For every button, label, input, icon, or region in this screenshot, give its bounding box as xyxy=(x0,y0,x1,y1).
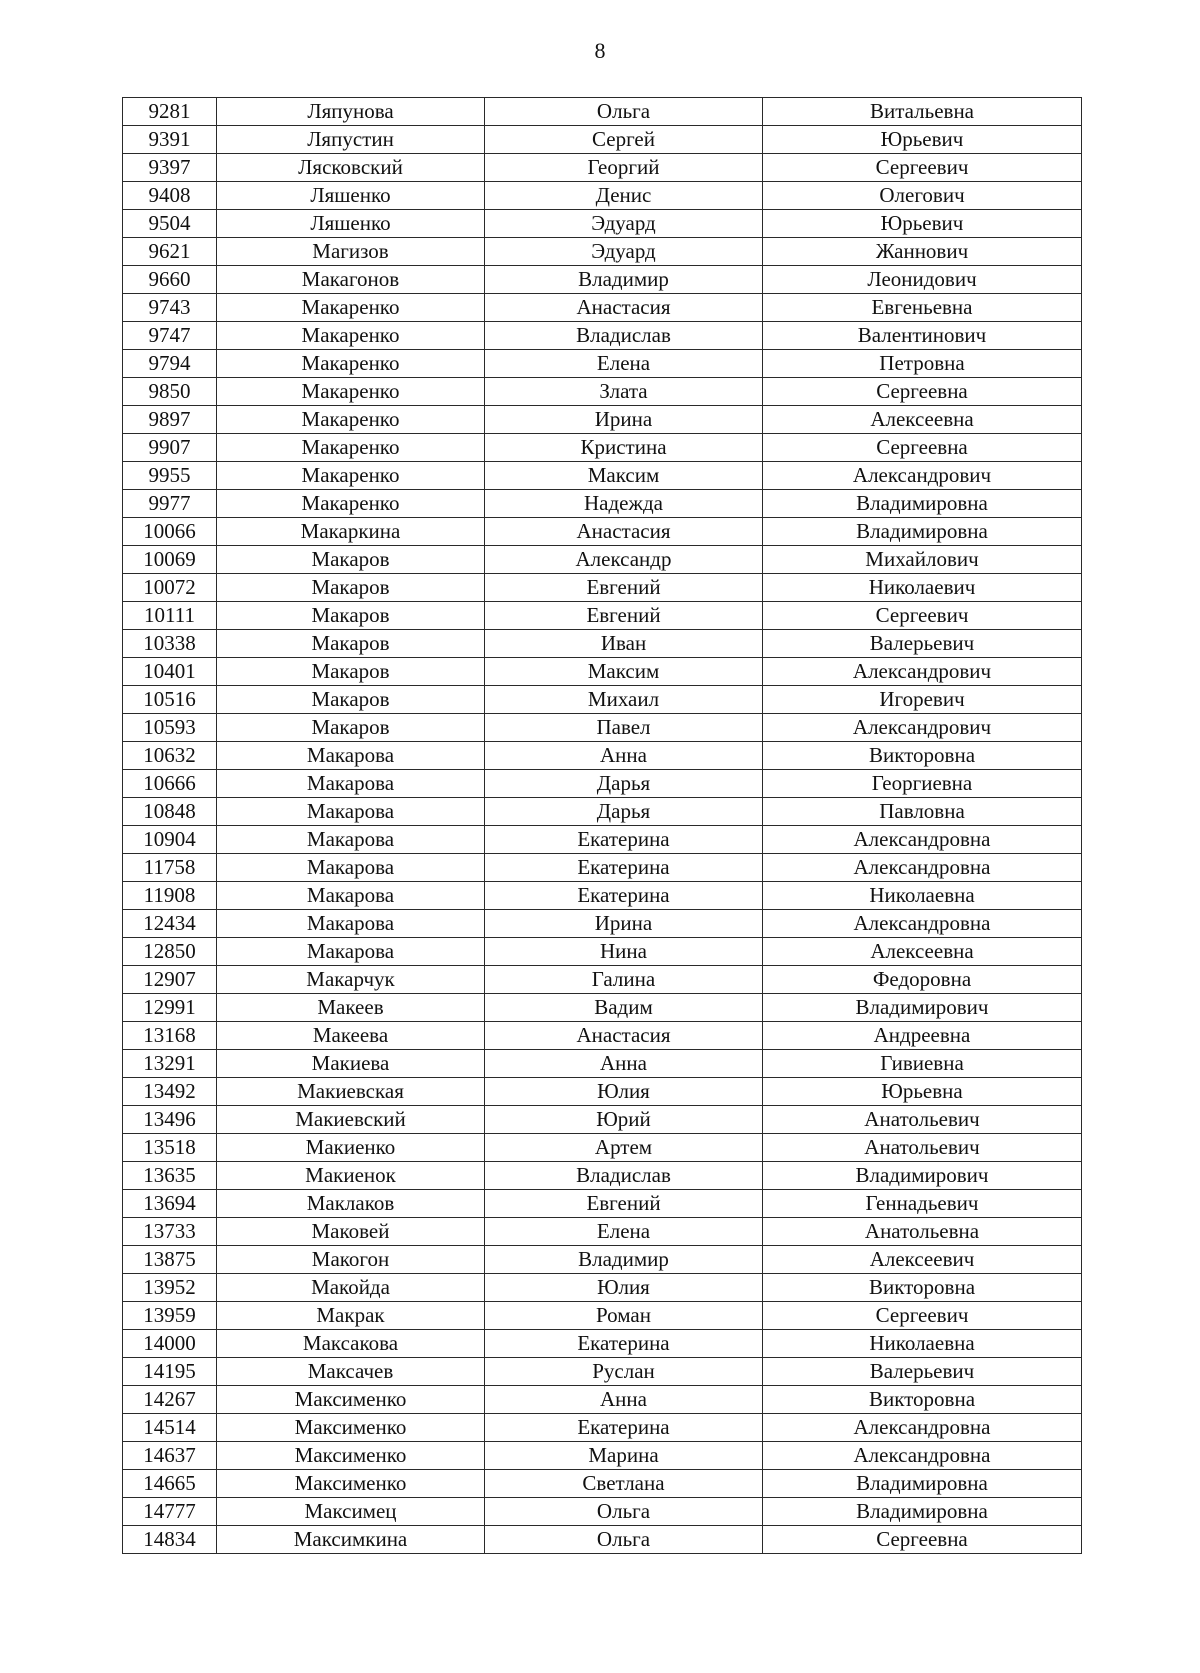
table-row xyxy=(123,742,1082,770)
last-name-cell: Макрак xyxy=(217,1302,485,1330)
last-name-cell: Максимец xyxy=(217,1498,485,1526)
table-row xyxy=(123,1470,1082,1498)
patronymic-cell: Петровна xyxy=(763,350,1082,378)
patronymic-cell: Николаевна xyxy=(763,1330,1082,1358)
first-name-cell: Ирина xyxy=(485,406,763,434)
first-name-cell: Анна xyxy=(485,1386,763,1414)
record-number-cell: 13492 xyxy=(123,1078,217,1106)
record-number-cell: 9621 xyxy=(123,238,217,266)
first-name-cell: Кристина xyxy=(485,434,763,462)
table-row xyxy=(123,350,1082,378)
table-row xyxy=(123,658,1082,686)
record-number-cell: 13694 xyxy=(123,1190,217,1218)
first-name-cell: Елена xyxy=(485,1218,763,1246)
record-number-cell: 13518 xyxy=(123,1134,217,1162)
last-name-cell: Максачев xyxy=(217,1358,485,1386)
table-row xyxy=(123,238,1082,266)
last-name-cell: Макаров xyxy=(217,630,485,658)
first-name-cell: Иван xyxy=(485,630,763,658)
patronymic-cell: Анатольевна xyxy=(763,1218,1082,1246)
first-name-cell: Владимир xyxy=(485,266,763,294)
patronymic-cell: Валерьевич xyxy=(763,630,1082,658)
first-name-cell: Екатерина xyxy=(485,854,763,882)
last-name-cell: Макаренко xyxy=(217,378,485,406)
record-number-cell: 13733 xyxy=(123,1218,217,1246)
record-number-cell: 9850 xyxy=(123,378,217,406)
first-name-cell: Марина xyxy=(485,1442,763,1470)
patronymic-cell: Федоровна xyxy=(763,966,1082,994)
last-name-cell: Маклаков xyxy=(217,1190,485,1218)
table-row xyxy=(123,1190,1082,1218)
patronymic-cell: Викторовна xyxy=(763,742,1082,770)
last-name-cell: Макаренко xyxy=(217,350,485,378)
table-row xyxy=(123,322,1082,350)
table-row xyxy=(123,1526,1082,1554)
last-name-cell: Максименко xyxy=(217,1470,485,1498)
roster-table xyxy=(122,97,1082,1554)
last-name-cell: Макаренко xyxy=(217,294,485,322)
patronymic-cell: Алексеевич xyxy=(763,1246,1082,1274)
record-number-cell: 10593 xyxy=(123,714,217,742)
record-number-cell: 9281 xyxy=(123,98,217,126)
first-name-cell: Евгений xyxy=(485,574,763,602)
last-name-cell: Магизов xyxy=(217,238,485,266)
patronymic-cell: Валерьевич xyxy=(763,1358,1082,1386)
patronymic-cell: Александровна xyxy=(763,854,1082,882)
record-number-cell: 9907 xyxy=(123,434,217,462)
table-row xyxy=(123,210,1082,238)
last-name-cell: Макарова xyxy=(217,798,485,826)
table-row xyxy=(123,1302,1082,1330)
record-number-cell: 9504 xyxy=(123,210,217,238)
patronymic-cell: Владимирович xyxy=(763,1162,1082,1190)
patronymic-cell: Юрьевич xyxy=(763,210,1082,238)
first-name-cell: Галина xyxy=(485,966,763,994)
last-name-cell: Макарова xyxy=(217,938,485,966)
patronymic-cell: Владимировна xyxy=(763,1470,1082,1498)
record-number-cell: 12850 xyxy=(123,938,217,966)
patronymic-cell: Владимирович xyxy=(763,994,1082,1022)
record-number-cell: 10069 xyxy=(123,546,217,574)
patronymic-cell: Сергеевна xyxy=(763,434,1082,462)
patronymic-cell: Сергеевна xyxy=(763,1526,1082,1554)
last-name-cell: Максименко xyxy=(217,1414,485,1442)
last-name-cell: Макиева xyxy=(217,1050,485,1078)
page-number: 8 xyxy=(594,38,606,63)
last-name-cell: Макаров xyxy=(217,658,485,686)
first-name-cell: Нина xyxy=(485,938,763,966)
table-row xyxy=(123,462,1082,490)
record-number-cell: 14514 xyxy=(123,1414,217,1442)
last-name-cell: Маковей xyxy=(217,1218,485,1246)
last-name-cell: Лясковский xyxy=(217,154,485,182)
last-name-cell: Макагонов xyxy=(217,266,485,294)
patronymic-cell: Анатольевич xyxy=(763,1134,1082,1162)
patronymic-cell: Сергеевич xyxy=(763,154,1082,182)
first-name-cell: Злата xyxy=(485,378,763,406)
patronymic-cell: Юрьевна xyxy=(763,1078,1082,1106)
last-name-cell: Макарова xyxy=(217,910,485,938)
table-row xyxy=(123,154,1082,182)
first-name-cell: Ольга xyxy=(485,98,763,126)
patronymic-cell: Леонидович xyxy=(763,266,1082,294)
record-number-cell: 10111 xyxy=(123,602,217,630)
record-number-cell: 13875 xyxy=(123,1246,217,1274)
table-row xyxy=(123,1442,1082,1470)
record-number-cell: 9955 xyxy=(123,462,217,490)
table-row xyxy=(123,1414,1082,1442)
record-number-cell: 12434 xyxy=(123,910,217,938)
first-name-cell: Владислав xyxy=(485,1162,763,1190)
record-number-cell: 10666 xyxy=(123,770,217,798)
record-number-cell: 14267 xyxy=(123,1386,217,1414)
table-row xyxy=(123,98,1082,126)
record-number-cell: 10632 xyxy=(123,742,217,770)
table-row xyxy=(123,1106,1082,1134)
patronymic-cell: Владимировна xyxy=(763,1498,1082,1526)
last-name-cell: Макарова xyxy=(217,742,485,770)
last-name-cell: Макаров xyxy=(217,546,485,574)
record-number-cell: 9408 xyxy=(123,182,217,210)
patronymic-cell: Игоревич xyxy=(763,686,1082,714)
first-name-cell: Роман xyxy=(485,1302,763,1330)
table-row xyxy=(123,1078,1082,1106)
roster-table-body xyxy=(123,98,1082,1554)
first-name-cell: Руслан xyxy=(485,1358,763,1386)
first-name-cell: Эдуард xyxy=(485,210,763,238)
patronymic-cell: Александрович xyxy=(763,714,1082,742)
patronymic-cell: Геннадьевич xyxy=(763,1190,1082,1218)
record-number-cell: 10338 xyxy=(123,630,217,658)
patronymic-cell: Жаннович xyxy=(763,238,1082,266)
table-row xyxy=(123,994,1082,1022)
table-row xyxy=(123,294,1082,322)
patronymic-cell: Викторовна xyxy=(763,1386,1082,1414)
record-number-cell: 9747 xyxy=(123,322,217,350)
first-name-cell: Екатерина xyxy=(485,826,763,854)
record-number-cell: 12991 xyxy=(123,994,217,1022)
patronymic-cell: Александрович xyxy=(763,658,1082,686)
last-name-cell: Макарова xyxy=(217,882,485,910)
record-number-cell: 9977 xyxy=(123,490,217,518)
last-name-cell: Макогон xyxy=(217,1246,485,1274)
record-number-cell: 10401 xyxy=(123,658,217,686)
first-name-cell: Ирина xyxy=(485,910,763,938)
last-name-cell: Ляпунова xyxy=(217,98,485,126)
last-name-cell: Макиевский xyxy=(217,1106,485,1134)
record-number-cell: 14637 xyxy=(123,1442,217,1470)
record-number-cell: 14777 xyxy=(123,1498,217,1526)
last-name-cell: Ляпустин xyxy=(217,126,485,154)
last-name-cell: Макарова xyxy=(217,826,485,854)
table-row xyxy=(123,1274,1082,1302)
table-row xyxy=(123,182,1082,210)
first-name-cell: Дарья xyxy=(485,798,763,826)
first-name-cell: Анастасия xyxy=(485,518,763,546)
patronymic-cell: Юрьевич xyxy=(763,126,1082,154)
record-number-cell: 9660 xyxy=(123,266,217,294)
patronymic-cell: Алексеевна xyxy=(763,406,1082,434)
patronymic-cell: Александровна xyxy=(763,910,1082,938)
record-number-cell: 10066 xyxy=(123,518,217,546)
first-name-cell: Сергей xyxy=(485,126,763,154)
last-name-cell: Макаренко xyxy=(217,462,485,490)
table-row xyxy=(123,1218,1082,1246)
record-number-cell: 14665 xyxy=(123,1470,217,1498)
last-name-cell: Ляшенко xyxy=(217,182,485,210)
patronymic-cell: Георгиевна xyxy=(763,770,1082,798)
table-row xyxy=(123,434,1082,462)
first-name-cell: Юрий xyxy=(485,1106,763,1134)
first-name-cell: Ольга xyxy=(485,1498,763,1526)
last-name-cell: Макаров xyxy=(217,714,485,742)
table-row xyxy=(123,910,1082,938)
first-name-cell: Надежда xyxy=(485,490,763,518)
last-name-cell: Максименко xyxy=(217,1386,485,1414)
last-name-cell: Макаров xyxy=(217,574,485,602)
first-name-cell: Ольга xyxy=(485,1526,763,1554)
record-number-cell: 14195 xyxy=(123,1358,217,1386)
first-name-cell: Александр xyxy=(485,546,763,574)
table-row xyxy=(123,1246,1082,1274)
first-name-cell: Евгений xyxy=(485,1190,763,1218)
table-row xyxy=(123,574,1082,602)
table-row xyxy=(123,770,1082,798)
patronymic-cell: Александровна xyxy=(763,1442,1082,1470)
first-name-cell: Владислав xyxy=(485,322,763,350)
last-name-cell: Макаров xyxy=(217,686,485,714)
patronymic-cell: Николаевич xyxy=(763,574,1082,602)
last-name-cell: Макеева xyxy=(217,1022,485,1050)
last-name-cell: Макаренко xyxy=(217,490,485,518)
patronymic-cell: Михайлович xyxy=(763,546,1082,574)
patronymic-cell: Владимировна xyxy=(763,518,1082,546)
last-name-cell: Макаров xyxy=(217,602,485,630)
last-name-cell: Макеев xyxy=(217,994,485,1022)
last-name-cell: Макаренко xyxy=(217,434,485,462)
table-row xyxy=(123,966,1082,994)
last-name-cell: Макиенко xyxy=(217,1134,485,1162)
first-name-cell: Павел xyxy=(485,714,763,742)
record-number-cell: 10904 xyxy=(123,826,217,854)
first-name-cell: Екатерина xyxy=(485,1330,763,1358)
patronymic-cell: Андреевна xyxy=(763,1022,1082,1050)
table-row xyxy=(123,546,1082,574)
first-name-cell: Екатерина xyxy=(485,882,763,910)
patronymic-cell: Александрович xyxy=(763,462,1082,490)
first-name-cell: Анна xyxy=(485,1050,763,1078)
last-name-cell: Максакова xyxy=(217,1330,485,1358)
record-number-cell: 9743 xyxy=(123,294,217,322)
patronymic-cell: Анатольевич xyxy=(763,1106,1082,1134)
table-row xyxy=(123,686,1082,714)
table-row xyxy=(123,882,1082,910)
table-row xyxy=(123,854,1082,882)
table-row xyxy=(123,266,1082,294)
last-name-cell: Макаркина xyxy=(217,518,485,546)
first-name-cell: Елена xyxy=(485,350,763,378)
first-name-cell: Юлия xyxy=(485,1274,763,1302)
first-name-cell: Евгений xyxy=(485,602,763,630)
first-name-cell: Дарья xyxy=(485,770,763,798)
first-name-cell: Эдуард xyxy=(485,238,763,266)
patronymic-cell: Сергеевич xyxy=(763,1302,1082,1330)
first-name-cell: Денис xyxy=(485,182,763,210)
patronymic-cell: Викторовна xyxy=(763,1274,1082,1302)
first-name-cell: Максим xyxy=(485,462,763,490)
patronymic-cell: Гивиевна xyxy=(763,1050,1082,1078)
record-number-cell: 13959 xyxy=(123,1302,217,1330)
patronymic-cell: Алексеевна xyxy=(763,938,1082,966)
last-name-cell: Макарова xyxy=(217,854,485,882)
last-name-cell: Макарчук xyxy=(217,966,485,994)
first-name-cell: Владимир xyxy=(485,1246,763,1274)
record-number-cell: 14834 xyxy=(123,1526,217,1554)
last-name-cell: Макаренко xyxy=(217,322,485,350)
record-number-cell: 14000 xyxy=(123,1330,217,1358)
table-row xyxy=(123,1386,1082,1414)
record-number-cell: 9794 xyxy=(123,350,217,378)
table-row xyxy=(123,1162,1082,1190)
first-name-cell: Анна xyxy=(485,742,763,770)
record-number-cell: 13168 xyxy=(123,1022,217,1050)
table-row xyxy=(123,1330,1082,1358)
last-name-cell: Максименко xyxy=(217,1442,485,1470)
first-name-cell: Максим xyxy=(485,658,763,686)
table-row xyxy=(123,798,1082,826)
table-row xyxy=(123,630,1082,658)
table-row xyxy=(123,490,1082,518)
patronymic-cell: Евгеньевна xyxy=(763,294,1082,322)
patronymic-cell: Александровна xyxy=(763,1414,1082,1442)
record-number-cell: 9397 xyxy=(123,154,217,182)
patronymic-cell: Олегович xyxy=(763,182,1082,210)
table-row xyxy=(123,378,1082,406)
record-number-cell: 11758 xyxy=(123,854,217,882)
record-number-cell: 13952 xyxy=(123,1274,217,1302)
table-row xyxy=(123,1498,1082,1526)
first-name-cell: Вадим xyxy=(485,994,763,1022)
table-row xyxy=(123,126,1082,154)
patronymic-cell: Сергеевна xyxy=(763,378,1082,406)
first-name-cell: Юлия xyxy=(485,1078,763,1106)
last-name-cell: Макарова xyxy=(217,770,485,798)
last-name-cell: Ляшенко xyxy=(217,210,485,238)
patronymic-cell: Павловна xyxy=(763,798,1082,826)
patronymic-cell: Александровна xyxy=(763,826,1082,854)
record-number-cell: 13291 xyxy=(123,1050,217,1078)
table-row xyxy=(123,406,1082,434)
record-number-cell: 10072 xyxy=(123,574,217,602)
first-name-cell: Светлана xyxy=(485,1470,763,1498)
record-number-cell: 9391 xyxy=(123,126,217,154)
record-number-cell: 13635 xyxy=(123,1162,217,1190)
first-name-cell: Георгий xyxy=(485,154,763,182)
last-name-cell: Макойда xyxy=(217,1274,485,1302)
record-number-cell: 10516 xyxy=(123,686,217,714)
patronymic-cell: Сергеевич xyxy=(763,602,1082,630)
patronymic-cell: Витальевна xyxy=(763,98,1082,126)
table-row xyxy=(123,1050,1082,1078)
first-name-cell: Артем xyxy=(485,1134,763,1162)
table-row xyxy=(123,938,1082,966)
last-name-cell: Макиенок xyxy=(217,1162,485,1190)
record-number-cell: 11908 xyxy=(123,882,217,910)
first-name-cell: Екатерина xyxy=(485,1414,763,1442)
table-row xyxy=(123,826,1082,854)
first-name-cell: Михаил xyxy=(485,686,763,714)
table-row xyxy=(123,1022,1082,1050)
last-name-cell: Макиевская xyxy=(217,1078,485,1106)
first-name-cell: Анастасия xyxy=(485,1022,763,1050)
table-row xyxy=(123,518,1082,546)
table-row xyxy=(123,602,1082,630)
record-number-cell: 13496 xyxy=(123,1106,217,1134)
table-row xyxy=(123,1134,1082,1162)
first-name-cell: Анастасия xyxy=(485,294,763,322)
table-row xyxy=(123,1358,1082,1386)
patronymic-cell: Николаевна xyxy=(763,882,1082,910)
last-name-cell: Максимкина xyxy=(217,1526,485,1554)
table-row xyxy=(123,714,1082,742)
patronymic-cell: Владимировна xyxy=(763,490,1082,518)
last-name-cell: Макаренко xyxy=(217,406,485,434)
patronymic-cell: Валентинович xyxy=(763,322,1082,350)
record-number-cell: 9897 xyxy=(123,406,217,434)
record-number-cell: 10848 xyxy=(123,798,217,826)
record-number-cell: 12907 xyxy=(123,966,217,994)
